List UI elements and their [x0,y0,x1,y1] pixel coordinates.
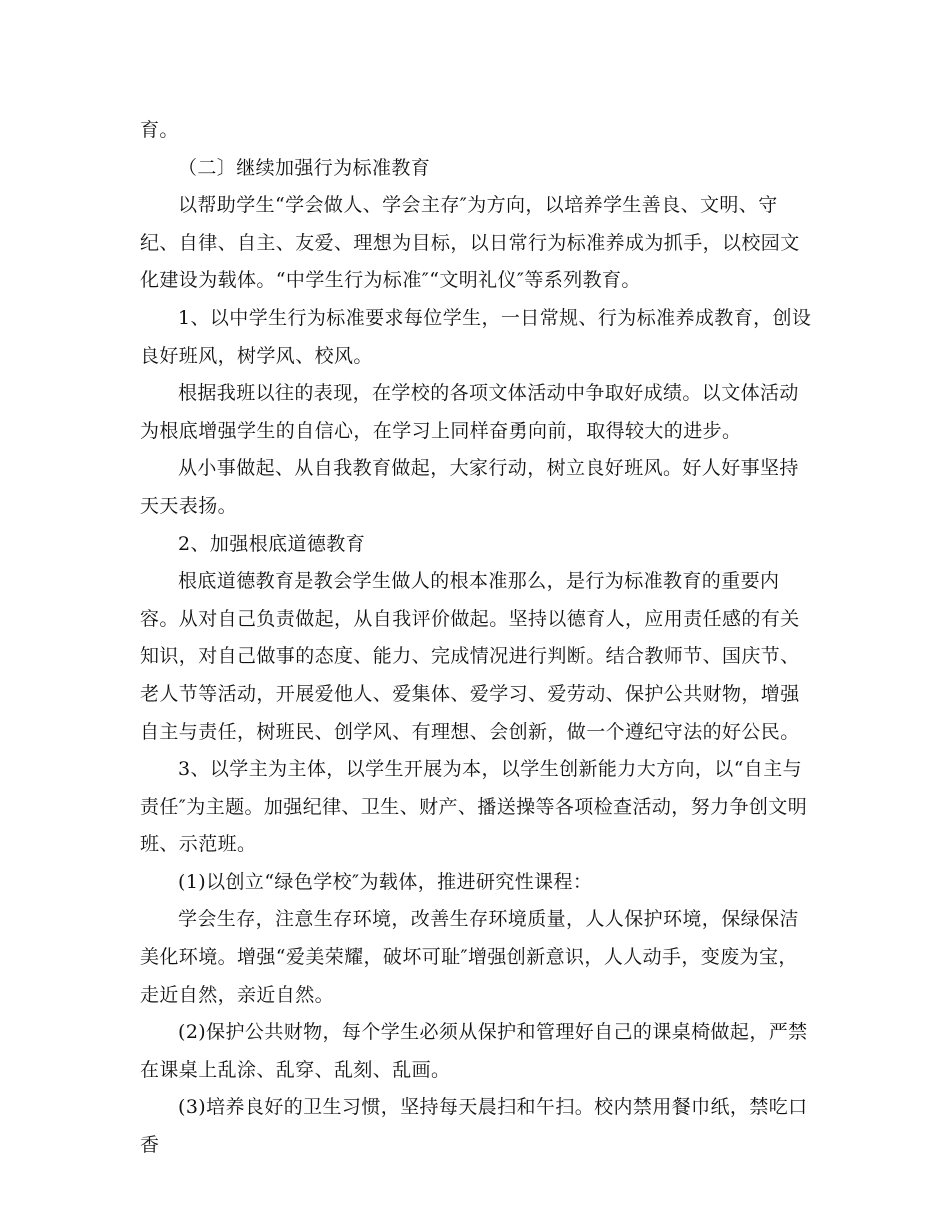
paragraph-continuation: 育。 [140,119,179,141]
paragraph-goals: 以帮助学生“学会做人、学会主存″为方向，以培养学生善良、文明、守纪、自律、自主、友爱、理想为目标，以日常行为标准养成为抓手，以校园文化建设为载体。“中学生行为标准″“文明礼仪″等系列教育。 [140,194,800,292]
document-body [140,112,812,1165]
paragraph-activities: 根据我班以往的表现，在学校的各项文体活动中争取好成绩。以文体活动为根底增强学生的自信心，在学习上同样奋勇向前，取得较大的进步。 [140,382,799,442]
section-heading-behavior-standards: （二〕继续加强行为标准教育 [178,156,431,179]
paragraph-moral-education: 根底道德教育是教会学生做人的根本准那么，是行为标准教育的重要内容。从对自己负责做起，从自我评价做起。坚持以德育人，应用责任感的有关知识，对自己做事的态度、能力、完成情况进行判断。结合教师节、国庆节、老人节等活动，开展爱他人、爱集体、爱学习、爱劳动、保护公共财物，增强自主与责任，树班民、创学风、有理想、会创新，做一个遵纪守法的好公民。 [140,570,800,743]
paragraph-item-3: 3、以学主为主体，以学生开展为本，以学生创新能力大方向，以“自主与责任″为主题。加强纪律、卫生、财产、播送操等各项检查活动，努力争创文明班、示范班。 [140,758,808,856]
section-heading-moral-education: 2、加强根底道德教育 [178,532,366,555]
paragraph-subitem-2: (2)保护公共财物，每个学生必须从保护和管理好自己的课桌椅做起，严禁在课桌上乱涂、乱穿、乱刻、乱画。 [140,1021,808,1081]
paragraph-subitem-3: (3)培养良好的卫生习惯，坚持每天晨扫和午扫。校内禁用餐巾纸，禁吃口香 [140,1096,808,1157]
paragraph-environment: 学会生存，注意生存环境，改善生存环境质量，人人保护环境，保绿保洁美化环境。增强“爱美荣耀，破坏可耻″增强创新意识，人人动手，变废为宝，走近自然，亲近自然。 [140,908,799,1006]
paragraph-small-things: 从小事做起、从自我教育做起，大家行动，树立良好班风。好人好事坚持天天表扬。 [140,457,799,517]
paragraph-item-1: 1、以中学生行为标准要求每位学生，一日常规、行为标准养成教育，创设良好班风，树学风、校风。 [140,306,812,367]
paragraph-subitem-1: (1)以创立“绿色学校″为载体，推进研究性课程： [178,870,593,893]
